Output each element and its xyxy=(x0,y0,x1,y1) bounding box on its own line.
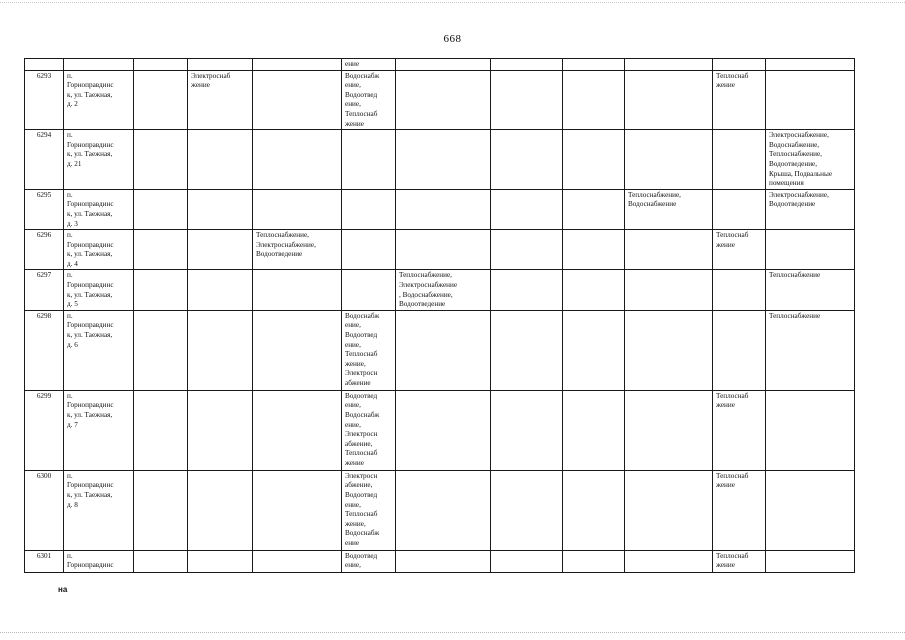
work-cell-c10 xyxy=(625,130,713,190)
cell xyxy=(188,59,253,71)
work-cell-c8 xyxy=(491,230,563,270)
work-cell-c6 xyxy=(342,270,396,310)
page-number: 668 xyxy=(443,33,462,45)
work-cell-c9 xyxy=(563,70,625,130)
cell xyxy=(64,59,134,71)
cell xyxy=(625,59,713,71)
work-cell-c3 xyxy=(134,130,188,190)
work-cell-c7 xyxy=(396,130,491,190)
address-cell: п. Горноправдинс к, ул. Таежная, д. 5 xyxy=(64,270,134,310)
register-table xyxy=(24,58,855,573)
work-cell-c10 xyxy=(625,270,713,310)
work-cell-c3 xyxy=(134,70,188,130)
cell xyxy=(563,59,625,71)
work-cell-c7 xyxy=(396,550,491,572)
work-cell-c11: Теплоснаб жение xyxy=(713,390,766,470)
work-cell-c6 xyxy=(342,189,396,229)
work-cell-c11 xyxy=(713,189,766,229)
work-cell-c9 xyxy=(563,470,625,550)
row-number: 6293 xyxy=(25,70,64,130)
work-cell-c12: Электроснабжение, Водоснабжение, Теплоснабжение, Водоотведение, Крыша, Подвальные помещения xyxy=(766,130,855,190)
work-cell-c9 xyxy=(563,230,625,270)
work-cell-c4 xyxy=(188,550,253,572)
cell xyxy=(713,59,766,71)
work-cell-c3 xyxy=(134,230,188,270)
row-number: 6300 xyxy=(25,470,64,550)
work-cell-c3 xyxy=(134,550,188,572)
work-cell-c8 xyxy=(491,130,563,190)
table-row xyxy=(25,189,855,229)
cell xyxy=(766,59,855,71)
work-cell-c9 xyxy=(563,189,625,229)
work-cell-c11: Теплоснаб жение xyxy=(713,550,766,572)
work-cell-c7 xyxy=(396,230,491,270)
work-cell-c12 xyxy=(766,470,855,550)
table-row xyxy=(25,230,855,270)
work-cell-c7 xyxy=(396,189,491,229)
work-cell-c10 xyxy=(625,230,713,270)
work-cell-c9 xyxy=(563,130,625,190)
continued-row xyxy=(25,59,855,71)
work-cell-c4 xyxy=(188,470,253,550)
work-cell-c3 xyxy=(134,189,188,229)
address-cell: п. Горноправдинс к, ул. Таежная, д. 6 xyxy=(64,310,134,390)
work-cell-c8 xyxy=(491,270,563,310)
work-cell-c6 xyxy=(342,230,396,270)
work-cell-c3 xyxy=(134,390,188,470)
work-cell-c10 xyxy=(625,470,713,550)
work-cell-c6: Водоснабж ение, Водоотвед ение, Теплоснаб жение xyxy=(342,70,396,130)
work-cell-c4 xyxy=(188,310,253,390)
work-cell-c12 xyxy=(766,390,855,470)
work-cell-c6: Электросн абжение, Водоотвед ение, Теплоснаб жение, Водоснабж ение xyxy=(342,470,396,550)
address-cell: п. Горноправдинс к, ул. Таежная, д. 7 xyxy=(64,390,134,470)
work-cell-c3 xyxy=(134,310,188,390)
row-number: 6295 xyxy=(25,189,64,229)
address-cell: п. Горноправдинс xyxy=(64,550,134,572)
work-cell-c7 xyxy=(396,390,491,470)
footer-mark: на xyxy=(58,585,68,594)
table-row xyxy=(25,70,855,130)
row-number: 6294 xyxy=(25,130,64,190)
cell xyxy=(134,59,188,71)
work-cell-c12 xyxy=(766,70,855,130)
cell-continued-text: ение xyxy=(342,59,396,71)
work-cell-c10 xyxy=(625,70,713,130)
work-cell-c8 xyxy=(491,310,563,390)
work-cell-c11 xyxy=(713,310,766,390)
work-cell-c7 xyxy=(396,70,491,130)
row-number: 6301 xyxy=(25,550,64,572)
work-cell-c6: Водоснабж ение, Водоотвед ение, Теплоснаб жение, Электросн абжение xyxy=(342,310,396,390)
work-cell-c5 xyxy=(253,550,342,572)
work-cell-c8 xyxy=(491,189,563,229)
work-cell-c5 xyxy=(253,70,342,130)
work-cell-c11: Теплоснаб жение xyxy=(713,470,766,550)
work-cell-c4 xyxy=(188,270,253,310)
work-cell-c10 xyxy=(625,310,713,390)
work-cell-c10: Теплоснабжение, Водоснабжение xyxy=(625,189,713,229)
work-cell-c5 xyxy=(253,470,342,550)
work-cell-c9 xyxy=(563,550,625,572)
cell xyxy=(396,59,491,71)
work-cell-c11: Теплоснаб жение xyxy=(713,230,766,270)
work-cell-c4 xyxy=(188,189,253,229)
work-cell-c11 xyxy=(713,130,766,190)
work-cell-c5 xyxy=(253,189,342,229)
work-cell-c4: Электроснаб жение xyxy=(188,70,253,130)
work-cell-c5 xyxy=(253,310,342,390)
work-cell-c5 xyxy=(253,130,342,190)
work-cell-c3 xyxy=(134,470,188,550)
work-cell-c6 xyxy=(342,130,396,190)
work-cell-c9 xyxy=(563,390,625,470)
work-cell-c6: Водоотвед ение, Водоснабж ение, Электросн абжение, Теплоснаб жение xyxy=(342,390,396,470)
table-row xyxy=(25,390,855,470)
work-cell-c8 xyxy=(491,550,563,572)
table-row xyxy=(25,270,855,310)
address-cell: п. Горноправдинс к, ул. Таежная, д. 21 xyxy=(64,130,134,190)
work-cell-c5 xyxy=(253,270,342,310)
work-cell-c12: Теплоснабжение xyxy=(766,310,855,390)
work-cell-c4 xyxy=(188,230,253,270)
row-number: 6299 xyxy=(25,390,64,470)
scan-edge-bottom xyxy=(0,632,905,635)
address-cell: п. Горноправдинс к, ул. Таежная, д. 8 xyxy=(64,470,134,550)
work-cell-c5: Теплоснабжение, Электроснабжение, Водоотведение xyxy=(253,230,342,270)
work-cell-c12 xyxy=(766,550,855,572)
address-cell: п. Горноправдинс к, ул. Таежная, д. 2 xyxy=(64,70,134,130)
work-cell-c8 xyxy=(491,70,563,130)
work-cell-c11 xyxy=(713,270,766,310)
table-row xyxy=(25,470,855,550)
row-number: 6298 xyxy=(25,310,64,390)
work-cell-c6: Водоотвед ение, xyxy=(342,550,396,572)
cell xyxy=(253,59,342,71)
work-cell-c9 xyxy=(563,270,625,310)
scan-edge-top xyxy=(0,2,905,5)
work-cell-c10 xyxy=(625,550,713,572)
work-cell-c11: Теплоснаб жение xyxy=(713,70,766,130)
table-row xyxy=(25,130,855,190)
work-cell-c12: Электроснабжение, Водоотведение xyxy=(766,189,855,229)
cell xyxy=(491,59,563,71)
table-row xyxy=(25,310,855,390)
work-cell-c7 xyxy=(396,470,491,550)
row-number: 6297 xyxy=(25,270,64,310)
work-cell-c7: Теплоснабжение, Электроснабжение , Водоснабжение, Водоотведение xyxy=(396,270,491,310)
address-cell: п. Горноправдинс к, ул. Таежная, д. 4 xyxy=(64,230,134,270)
work-cell-c12: Теплоснабжение xyxy=(766,270,855,310)
work-cell-c9 xyxy=(563,310,625,390)
work-cell-c5 xyxy=(253,390,342,470)
work-cell-c7 xyxy=(396,310,491,390)
work-cell-c4 xyxy=(188,130,253,190)
work-cell-c3 xyxy=(134,270,188,310)
address-cell: п. Горноправдинс к, ул. Таежная, д. 3 xyxy=(64,189,134,229)
work-cell-c4 xyxy=(188,390,253,470)
work-cell-c12 xyxy=(766,230,855,270)
work-cell-c8 xyxy=(491,390,563,470)
work-cell-c8 xyxy=(491,470,563,550)
row-number: 6296 xyxy=(25,230,64,270)
table-row xyxy=(25,550,855,572)
work-cell-c10 xyxy=(625,390,713,470)
cell xyxy=(25,59,64,71)
